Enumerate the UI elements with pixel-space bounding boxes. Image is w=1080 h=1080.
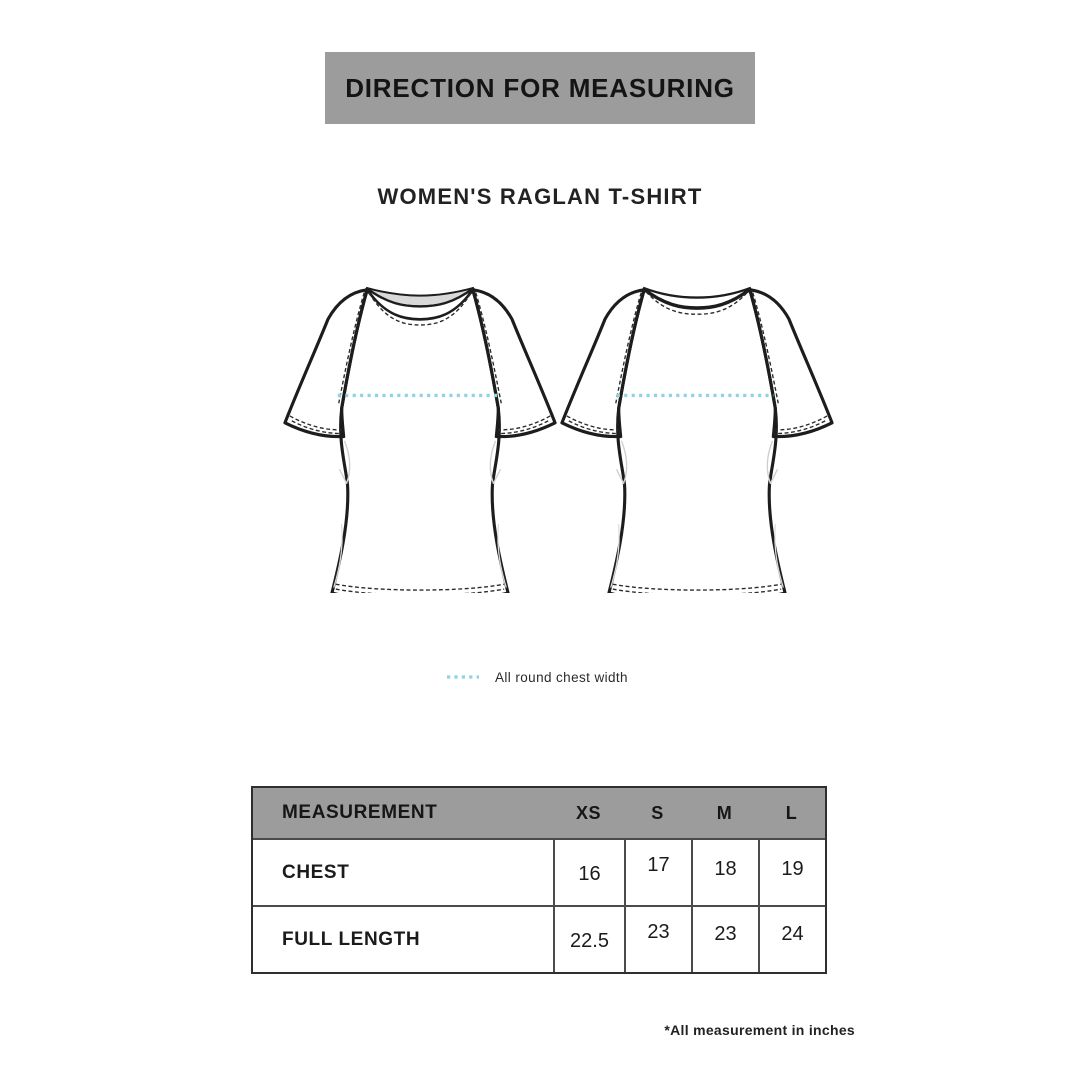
hem-stitch xyxy=(336,584,504,590)
measurement-unit-note: *All measurement in inches xyxy=(664,1022,855,1038)
shirt-body xyxy=(332,290,508,593)
tshirt-front-illustration xyxy=(283,280,557,593)
table-row-full-length xyxy=(253,905,825,972)
collar-band xyxy=(643,288,751,308)
hem-stitch xyxy=(613,584,781,590)
cell-length-s: 23 xyxy=(624,907,691,972)
page-title: DIRECTION FOR MEASURING xyxy=(345,72,735,103)
header-cell-s: S xyxy=(651,802,664,823)
cell-chest-l: 19 xyxy=(758,840,825,905)
right-sleeve xyxy=(473,290,555,437)
product-title: WOMEN'S RAGLAN T-SHIRT xyxy=(377,184,703,209)
table-row-chest xyxy=(253,838,825,905)
left-sleeve xyxy=(562,290,644,437)
row-label: CHEST xyxy=(282,861,350,883)
dotted-line-icon xyxy=(446,674,480,680)
right-sleeve xyxy=(750,290,832,437)
size-table xyxy=(251,786,827,974)
title-bar xyxy=(325,52,755,124)
row-label: FULL LENGTH xyxy=(282,928,421,950)
left-sleeve xyxy=(285,290,367,437)
cell-chest-s: 17 xyxy=(624,840,691,905)
header-cell-measurement: MEASUREMENT xyxy=(282,802,438,823)
header-cell-m: M xyxy=(716,802,733,823)
shirt-body xyxy=(609,290,785,593)
cell-length-l: 24 xyxy=(758,907,825,972)
chest-width-legend xyxy=(446,668,628,686)
header-cell-xs: XS xyxy=(575,802,601,823)
cell-chest-xs: 16 xyxy=(553,840,624,905)
cell-length-xs: 22.5 xyxy=(553,907,624,972)
tshirt-back-illustration xyxy=(560,280,834,593)
tshirt-back-drawing xyxy=(560,280,834,593)
cell-chest-m: 18 xyxy=(691,840,758,905)
legend-label: All round chest width xyxy=(495,669,628,685)
header-cell-l: L xyxy=(785,802,798,823)
cell-length-m: 23 xyxy=(691,907,758,972)
tshirt-front-drawing xyxy=(283,280,557,593)
table-header-row xyxy=(253,788,825,838)
